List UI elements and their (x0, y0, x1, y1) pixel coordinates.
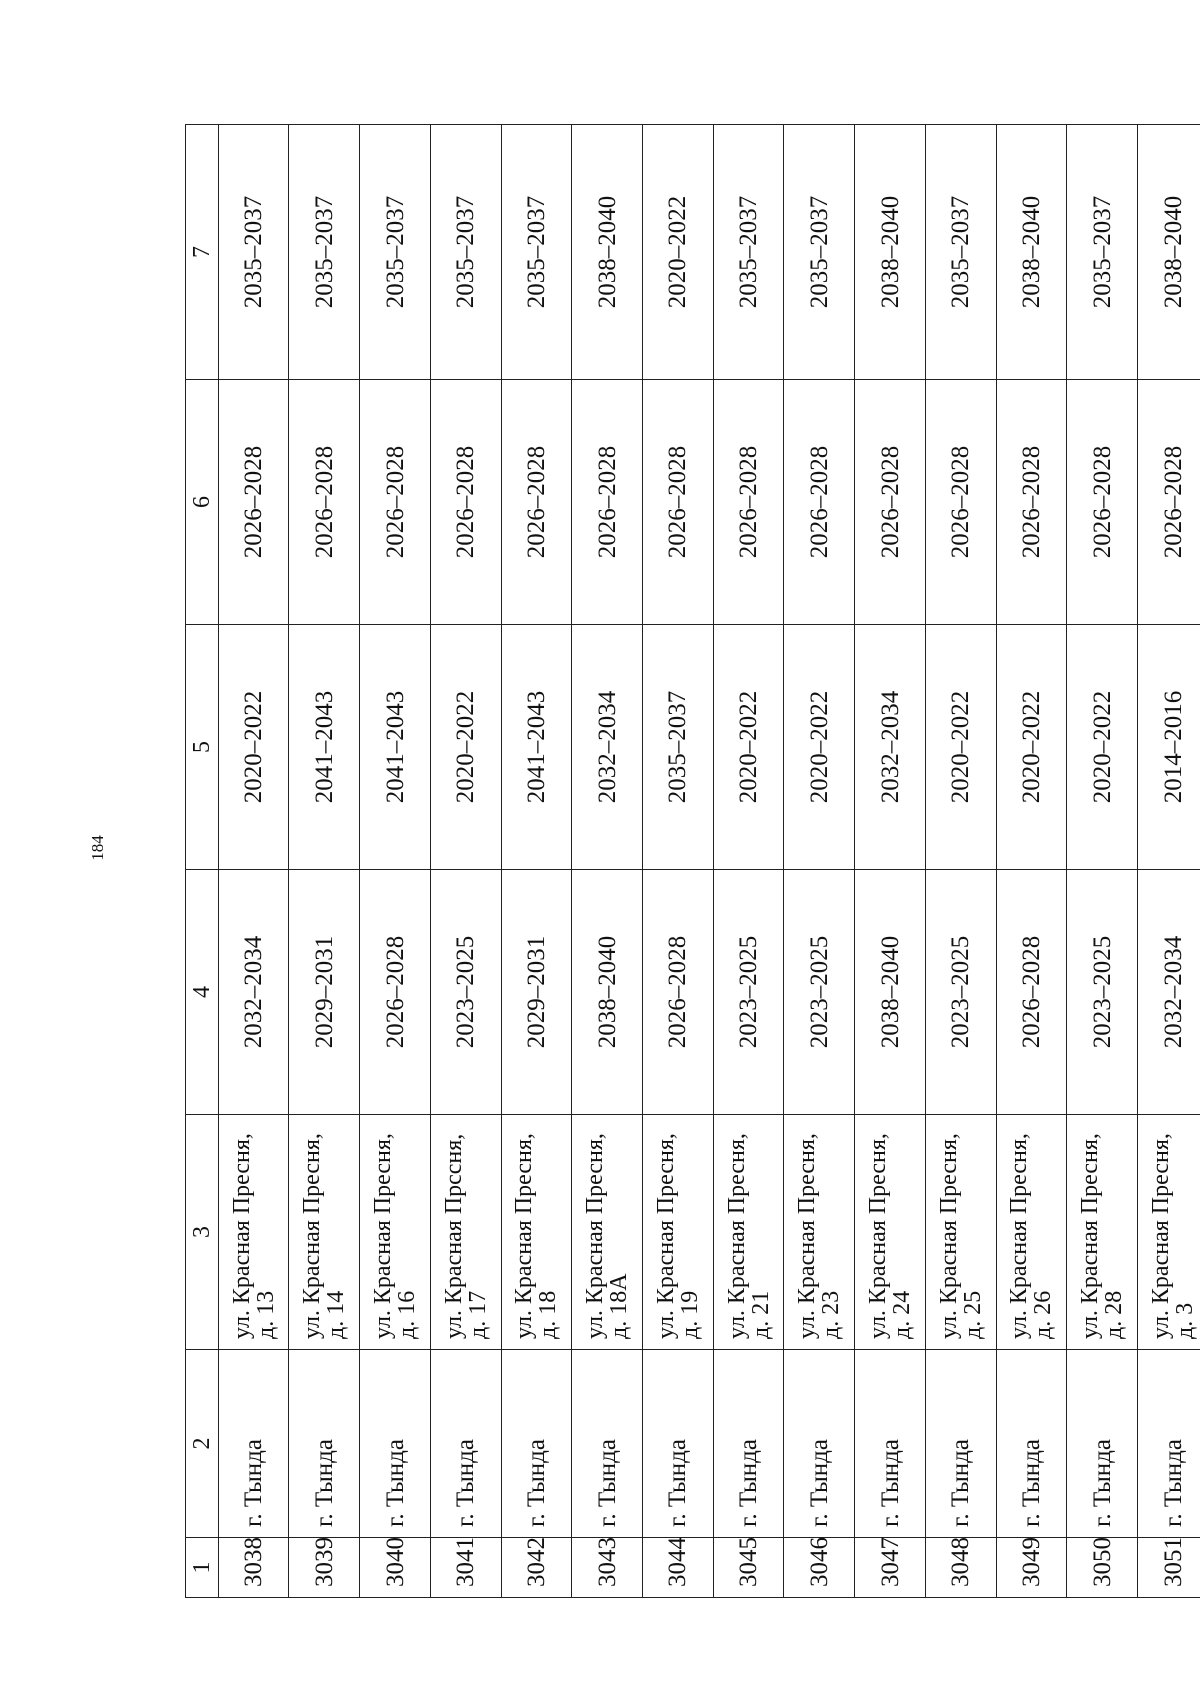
table-row (572, 125, 643, 1598)
city-cell: г. Тында (855, 1350, 926, 1538)
address-cell: ул. Красная Пресня, д. 21 (713, 1115, 784, 1350)
column-header: 4 (186, 870, 219, 1115)
city-cell: г. Тында (713, 1350, 784, 1538)
period-cell: 2023–2025 (925, 870, 996, 1115)
city-cell: г. Тында (218, 1350, 289, 1538)
row-number-cell: 3051 (1138, 1538, 1200, 1598)
row-number-cell: 3038 (218, 1538, 289, 1598)
table-row (501, 125, 572, 1598)
city-cell: г. Тында (784, 1350, 855, 1538)
period-cell: 2041–2043 (289, 625, 360, 870)
period-cell: 2035–2037 (713, 125, 784, 380)
period-cell: 2035–2037 (501, 125, 572, 380)
period-cell: 2038–2040 (572, 870, 643, 1115)
address-cell: ул. Красная Пресня, д. 28 (1067, 1115, 1138, 1350)
row-number-cell: 3048 (925, 1538, 996, 1598)
address-cell: ул. Красная Пресня, д. 18 (501, 1115, 572, 1350)
address-cell: ул. Красная Пресня, д. 26 (996, 1115, 1067, 1350)
period-cell: 2023–2025 (784, 870, 855, 1115)
city-cell: г. Тында (430, 1350, 501, 1538)
row-number-cell: 3040 (360, 1538, 431, 1598)
table-row (925, 125, 996, 1598)
table-row (855, 125, 926, 1598)
period-cell: 2026–2028 (996, 380, 1067, 625)
period-cell: 2035–2037 (218, 125, 289, 380)
period-cell: 2026–2028 (1138, 380, 1200, 625)
row-number-cell: 3044 (643, 1538, 714, 1598)
period-cell: 2026–2028 (360, 870, 431, 1115)
column-header: 6 (186, 380, 219, 625)
city-cell: г. Тында (1138, 1350, 1200, 1538)
period-cell: 2041–2043 (501, 625, 572, 870)
period-cell: 2038–2040 (1138, 125, 1200, 380)
period-cell: 2023–2025 (430, 870, 501, 1115)
city-cell: г. Тында (572, 1350, 643, 1538)
period-cell: 2035–2037 (289, 125, 360, 380)
period-cell: 2020–2022 (430, 625, 501, 870)
city-cell: г. Тында (925, 1350, 996, 1538)
address-cell: ул. Красная Пресня, д. 19 (643, 1115, 714, 1350)
row-number-cell: 3042 (501, 1538, 572, 1598)
city-cell: г. Тында (501, 1350, 572, 1538)
address-cell: ул. Красная Пресня, д. 18А (572, 1115, 643, 1350)
row-number-cell: 3049 (996, 1538, 1067, 1598)
table-row (218, 125, 289, 1598)
period-cell: 2038–2040 (855, 125, 926, 380)
table-row (360, 125, 431, 1598)
period-cell: 2038–2040 (996, 125, 1067, 380)
period-cell: 2026–2028 (784, 380, 855, 625)
period-cell: 2026–2028 (289, 380, 360, 625)
row-number-cell: 3047 (855, 1538, 926, 1598)
period-cell: 2035–2037 (784, 125, 855, 380)
period-cell: 2032–2034 (572, 625, 643, 870)
table-container (185, 125, 1200, 1598)
address-cell: ул. Красная Пресня, д. 23 (784, 1115, 855, 1350)
period-cell: 2035–2037 (643, 625, 714, 870)
period-cell: 2029–2031 (501, 870, 572, 1115)
address-cell: ул. Красная Пресня, д. 13 (218, 1115, 289, 1350)
table-row (430, 125, 501, 1598)
period-cell: 2029–2031 (289, 870, 360, 1115)
period-cell: 2023–2025 (1067, 870, 1138, 1115)
city-cell: г. Тында (643, 1350, 714, 1538)
table-row (713, 125, 784, 1598)
period-cell: 2032–2034 (218, 870, 289, 1115)
row-number-cell: 3043 (572, 1538, 643, 1598)
period-cell: 2020–2022 (784, 625, 855, 870)
period-cell: 2026–2028 (996, 870, 1067, 1115)
period-cell: 2032–2034 (1138, 870, 1200, 1115)
city-cell: г. Тында (360, 1350, 431, 1538)
row-number-cell: 3046 (784, 1538, 855, 1598)
page-number: 184 (88, 835, 107, 861)
period-cell: 2026–2028 (572, 380, 643, 625)
period-cell: 2026–2028 (1067, 380, 1138, 625)
period-cell: 2020–2022 (218, 625, 289, 870)
period-cell: 2026–2028 (430, 380, 501, 625)
period-cell: 2026–2028 (360, 380, 431, 625)
table-row (289, 125, 360, 1598)
address-cell: ул. Красная Пресня, д. 25 (925, 1115, 996, 1350)
row-number-cell: 3041 (430, 1538, 501, 1598)
period-cell: 2026–2028 (643, 870, 714, 1115)
address-cell: ул. Красная Пресня, д. 24 (855, 1115, 926, 1350)
table-row (1138, 125, 1200, 1598)
address-cell: ул. Красная Пресня, д. 3 (1138, 1115, 1200, 1350)
period-cell: 2026–2028 (855, 380, 926, 625)
period-cell: 2023–2025 (713, 870, 784, 1115)
table-row (643, 125, 714, 1598)
period-cell: 2026–2028 (925, 380, 996, 625)
header-row (186, 125, 219, 1598)
city-cell: г. Тында (996, 1350, 1067, 1538)
column-header: 7 (186, 125, 219, 380)
table-row (996, 125, 1067, 1598)
period-cell: 2026–2028 (218, 380, 289, 625)
period-cell: 2032–2034 (855, 625, 926, 870)
address-cell: ул. Красная Пресня, д. 14 (289, 1115, 360, 1350)
period-cell: 2020–2022 (996, 625, 1067, 870)
city-cell: г. Тында (1067, 1350, 1138, 1538)
address-cell: ул. Красная Пресня, д. 16 (360, 1115, 431, 1350)
address-cell: ул. Красная Прссня, д. 17 (430, 1115, 501, 1350)
period-cell: 2035–2037 (1067, 125, 1138, 380)
period-cell: 2035–2037 (430, 125, 501, 380)
table-row (1067, 125, 1138, 1598)
period-cell: 2035–2037 (360, 125, 431, 380)
row-number-cell: 3039 (289, 1538, 360, 1598)
period-cell: 2038–2040 (855, 870, 926, 1115)
period-cell: 2020–2022 (713, 625, 784, 870)
period-cell: 2020–2022 (925, 625, 996, 870)
column-header: 5 (186, 625, 219, 870)
period-cell: 2020–2022 (643, 125, 714, 380)
row-number-cell: 3050 (1067, 1538, 1138, 1598)
table-row (784, 125, 855, 1598)
row-number-cell: 3045 (713, 1538, 784, 1598)
column-header: 2 (186, 1350, 219, 1538)
period-cell: 2026–2028 (713, 380, 784, 625)
period-cell: 2041–2043 (360, 625, 431, 870)
period-cell: 2035–2037 (925, 125, 996, 380)
period-cell: 2014–2016 (1138, 625, 1200, 870)
rotated-table-frame (185, 125, 1200, 1598)
period-cell: 2020–2022 (1067, 625, 1138, 870)
column-header: 1 (186, 1538, 219, 1598)
period-cell: 2038–2040 (572, 125, 643, 380)
period-cell: 2026–2028 (501, 380, 572, 625)
period-cell: 2026–2028 (643, 380, 714, 625)
city-cell: г. Тында (289, 1350, 360, 1538)
column-header: 3 (186, 1115, 219, 1350)
data-table (185, 124, 1200, 1598)
